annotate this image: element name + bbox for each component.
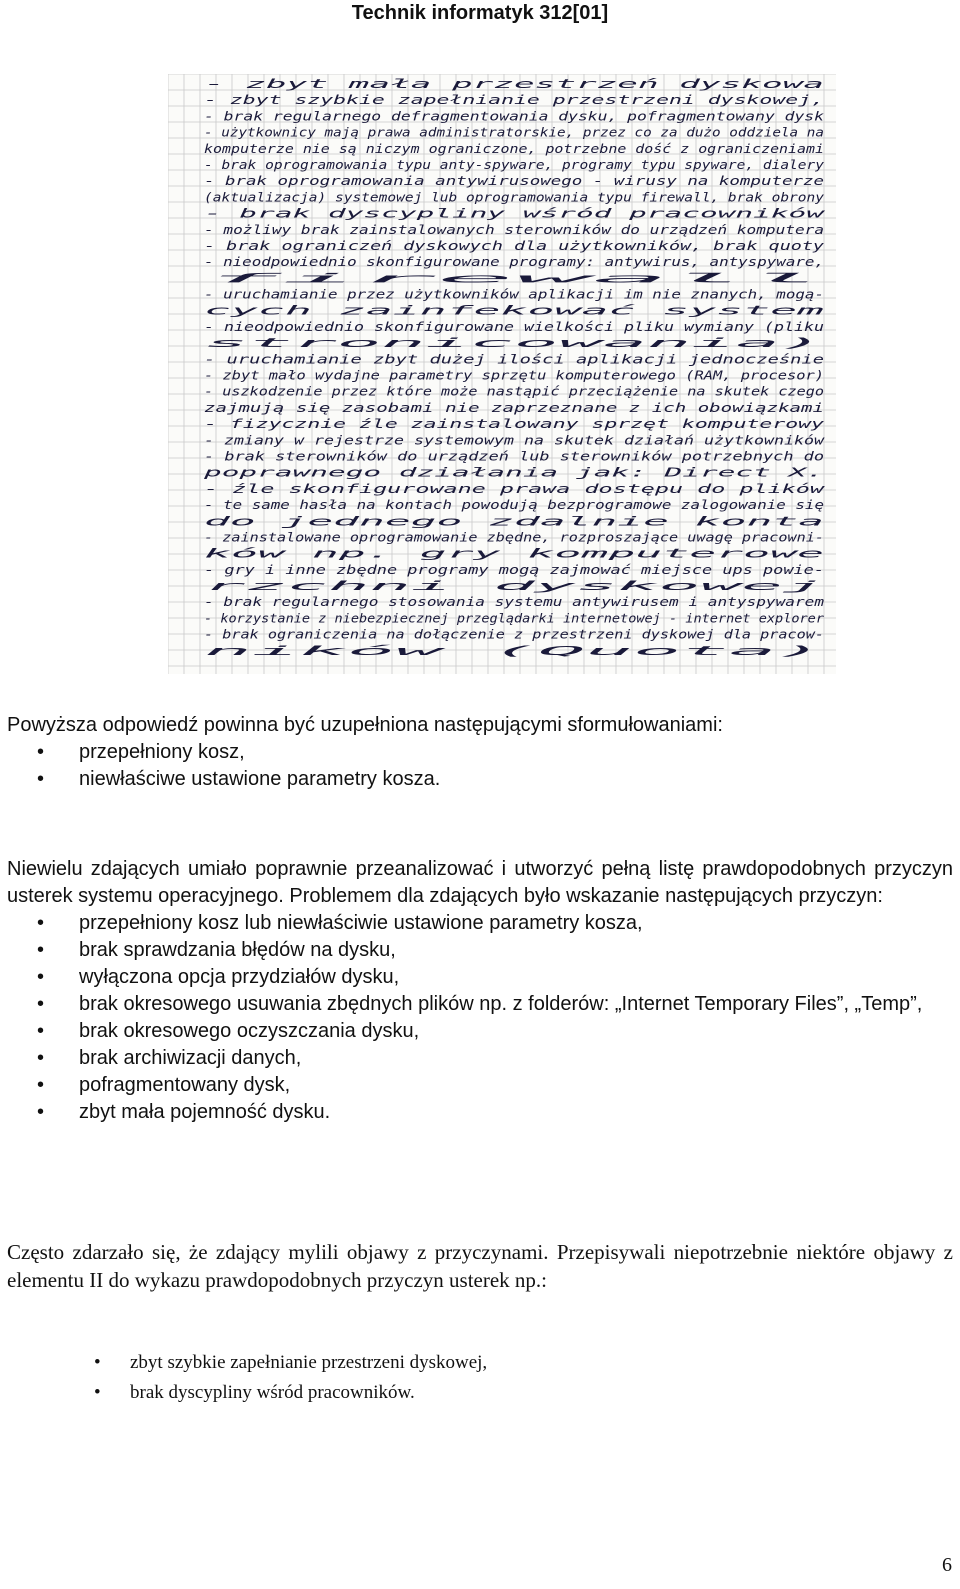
handwritten-line: do jednego zdalnie konta [204, 513, 824, 529]
handwritten-line: - brak regularnego defragmentowania dysku, pofragmentowany dysk [204, 108, 825, 124]
handwritten-line: - brak dyscypliny wśród pracowników [204, 205, 828, 221]
list-item: • przepełniony kosz lub niewłaściwie ustawione parametry kosza, [7, 910, 953, 937]
handwritten-line: - uszkodzenie przez które może nastąpić przeciążenie na skutek czego [204, 383, 824, 399]
handwritten-line: - korzystanie z niebezpiecznej przeglądarki internetowej - internet explorer [204, 610, 825, 626]
handwriting-grid [168, 74, 836, 674]
list-item: • wyłączona opcja przydziałów dysku, [7, 964, 953, 991]
handwritten-line: - uruchamianie przez użytkowników aplikacji im nie znanych, mogą- [204, 286, 824, 302]
handwritten-line: - zbyt mało wydajne parametry sprzętu komputerowego (RAM, procesor) [204, 367, 824, 383]
list-item: • brak okresowego usuwania zbędnych plików np. z folderów: „Internet Temporary Files”, „Temp”, [7, 991, 953, 1018]
handwritten-line: - uruchamianie zbyt dużej ilości aplikacji jednocześnie [204, 351, 824, 367]
handwritten-line: zajmują się zasobami nie zaprzeznane z ich obowiązkami [204, 399, 824, 415]
handwritten-line: - brak ograniczeń dyskowych dla użytkowników, brak quoty [204, 237, 825, 253]
handwritten-answer-scan [168, 74, 836, 674]
list-item: • brak sprawdzania błędów na dysku, [7, 937, 953, 964]
section-2-list [7, 910, 953, 1126]
list-item: • brak dyscypliny wśród pracowników. [90, 1378, 487, 1408]
handwritten-line: komputerze nie są niczym ograniczone, potrzebne dość z ograniczeniami [204, 140, 824, 156]
handwritten-line: poprawnego działania jak: Direct X. [201, 464, 824, 480]
handwritten-line: rzchni dyskowej [204, 578, 824, 594]
section-2 [7, 856, 953, 1126]
section-1-list [7, 739, 953, 793]
list-item: • brak archiwizacji danych, [7, 1045, 953, 1072]
handwritten-line: - zbyt szybkie zapełnianie przestrzeni dyskowej, [204, 92, 824, 108]
handwritten-line: - fizycznie źle zainstalowany sprzęt komputerowy [204, 416, 825, 432]
list-item: • brak okresowego oczyszczania dysku, [7, 1018, 953, 1045]
handwritten-line: - źle skonfigurowane prawa dostępu do plików [204, 480, 827, 496]
handwritten-line: - nieodpowiednio skonfigurowane programy: antywirus, antyspyware, [204, 254, 824, 270]
page-number: 6 [942, 1554, 952, 1576]
handwritten-line: - nieodpowiednio skonfigurowane wielkości pliku wymiany (pliku [204, 318, 824, 334]
handwritten-line: - gry i inne zbędne programy mogą zajmować miejsce ups powie- [204, 561, 824, 577]
list-item: • przepełniony kosz, [7, 739, 953, 766]
handwritten-line: - brak sterowników do urządzeń lub sterowników potrzebnych do [204, 448, 824, 464]
handwritten-line: - brak regularnego stosowania systemu antywirusem i antyspywarem [204, 594, 825, 610]
list-item: • zbyt mała pojemność dysku. [7, 1099, 953, 1126]
handwritten-line: - brak ograniczenia na dołączenie z przestrzeni dyskowej dla pracow- [204, 626, 824, 642]
handwritten-line: - brak oprogramowania antywirusowego - wirusy na komputerze [204, 173, 824, 189]
handwritten-line: stronicowania) [204, 335, 824, 351]
handwritten-line: - zainstalowane oprogramowanie zbędne, rozproszające uwagę pracowni- [204, 529, 824, 545]
handwritten-line: - możliwy brak zainstalowanych sterowników do urządzeń komputera [204, 221, 824, 237]
list-item: • niewłaściwe ustawione parametry kosza. [7, 766, 953, 793]
handwritten-line: (aktualizacja) systemowej lub oprogramowania typu firewall, brak obrony [204, 189, 825, 205]
handwritten-line: cych zainfekować system [204, 302, 826, 318]
section-3 [7, 1238, 953, 1294]
page-header: Technik informatyk 312[01] [351, 2, 609, 24]
handwritten-line: - zbyt mała przestrzeń dyskowa [204, 76, 824, 91]
section-1 [7, 712, 953, 793]
list-item: • zbyt szybkie zapełnianie przestrzeni dyskowej, [90, 1348, 487, 1378]
handwritten-line: - zmiany w rejestrze systemowym na skutek działań użytkowników [204, 432, 826, 448]
handwritten-line: - te same hasła na kontach powodują bezprogramowe zalogowanie się [204, 497, 824, 513]
handwritten-line: - użytkownicy mają prawa administratorskie, przez co za dużo oddziela na [204, 124, 824, 140]
handwritten-line: ków np. gry komputerowe [204, 545, 824, 561]
handwritten-line: firewall [204, 270, 824, 286]
section-2-paragraph: Niewielu zdających umiało poprawnie przeanalizować i utworzyć pełną listę prawdopodobnych przyczyn usterek systemu operacyjnego. Problemem dla zdających było wskazanie następujących przyczyn: [7, 858, 953, 907]
handwritten-line: - brak oprogramowania typu anty-spyware, programy typu spyware, dialery [204, 156, 825, 172]
section-1-intro: Powyższa odpowiedź powinna być uzupełniona następującymi sformułowaniami: [7, 714, 723, 736]
handwritten-line: ników (Quota) [204, 642, 824, 658]
list-item: • pofragmentowany dysk, [7, 1072, 953, 1099]
section-3-paragraph: Często zdarzało się, że zdający mylili objawy z przyczynami. Przepisywali niepotrzebnie niektóre objawy z elementu II do wykazu prawdopodobnych przyczyn usterek np.: [7, 1240, 953, 1292]
section-3-list [90, 1348, 487, 1408]
